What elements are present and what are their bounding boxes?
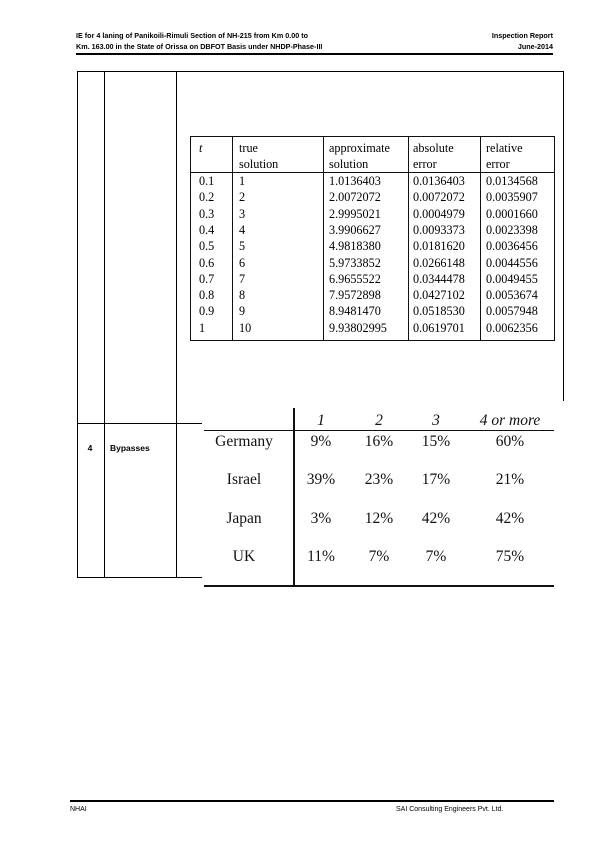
grid-line-left bbox=[77, 71, 78, 578]
households-table-header-cell: 1 bbox=[317, 412, 325, 429]
households-table-value: 60% bbox=[495, 433, 525, 450]
error-table-top-rule bbox=[190, 136, 555, 137]
error-table-cell: 3.9906627 bbox=[329, 222, 381, 237]
error-table-cell: 0.0001660 bbox=[486, 206, 538, 221]
error-table-cell: 0.0136403 bbox=[413, 174, 465, 188]
households-table-value: 12% bbox=[364, 510, 394, 527]
error-table-cell: 0.0023398 bbox=[486, 222, 538, 237]
error-table-cell: 0.0049455 bbox=[486, 271, 538, 286]
footer-consultant: SAI Consulting Engineers Pvt. Ltd. bbox=[396, 806, 504, 813]
row-label: Bypasses bbox=[110, 443, 150, 453]
grid-line-col1 bbox=[104, 71, 105, 578]
error-table-cell: 1 bbox=[199, 320, 206, 335]
error-table-vline bbox=[408, 136, 409, 341]
error-table-cell: 0.0036456 bbox=[486, 239, 538, 254]
error-table-cell: 0.0134568 bbox=[486, 174, 538, 188]
households-table-value: 7% bbox=[368, 548, 390, 565]
households-table-value: 42% bbox=[421, 510, 451, 527]
households-table-value: 16% bbox=[364, 433, 394, 450]
error-table-cell: 8 bbox=[239, 288, 246, 303]
error-table-header-line: t bbox=[199, 141, 203, 155]
error-table-header bbox=[199, 140, 202, 156]
households-table-value: 11% bbox=[307, 548, 335, 565]
error-table-cell: 0.0266148 bbox=[413, 255, 465, 270]
error-table-cell: 6.9655522 bbox=[329, 271, 381, 286]
error-table-vline bbox=[190, 136, 191, 341]
error-table-cell: 0.6 bbox=[199, 255, 215, 270]
error-table-cell: 2.0072072 bbox=[329, 190, 381, 205]
error-table-cell: 8.9481470 bbox=[329, 304, 381, 319]
error-table-header-line: relative bbox=[486, 141, 523, 155]
error-table-cell: 0.5 bbox=[199, 239, 215, 254]
error-table-header-line: error bbox=[413, 157, 437, 171]
error-table-bottom-rule bbox=[190, 340, 555, 341]
households-table-bottom-rule bbox=[204, 585, 554, 587]
grid-line-top bbox=[77, 71, 564, 72]
error-table-cell: 0.1 bbox=[199, 174, 215, 188]
header-rule bbox=[76, 53, 553, 55]
error-table-header-rule bbox=[190, 172, 555, 173]
error-table-vline bbox=[480, 136, 481, 341]
households-table-header-cell: 4 or more bbox=[479, 412, 541, 429]
error-table-cell: 0.0053674 bbox=[486, 288, 538, 303]
error-table-cell: 3 bbox=[239, 206, 246, 221]
error-table-cell: 1 bbox=[239, 174, 246, 188]
households-table-header-cell: 3 bbox=[432, 412, 440, 429]
error-table-cell: 4.9818380 bbox=[329, 239, 381, 254]
error-table-cell: 0.0062356 bbox=[486, 320, 538, 335]
error-table-cell: 10 bbox=[239, 320, 252, 335]
households-table-header-cell: 2 bbox=[375, 412, 383, 429]
households-table-value: 17% bbox=[421, 471, 451, 488]
header-title-line-1: IE for 4 laning of Panikoili-Rimuli Section of NH-215 from Km 0.00 to bbox=[76, 31, 309, 40]
header-report-info bbox=[492, 30, 553, 52]
error-table-cell: 0.0035907 bbox=[486, 190, 538, 205]
grid-line-bottom bbox=[77, 577, 202, 578]
error-table-cell: 0.7 bbox=[199, 271, 215, 286]
error-table-vline bbox=[554, 136, 555, 341]
error-table-header-line: solution bbox=[329, 157, 369, 171]
error-table-cell: 0.0518530 bbox=[413, 304, 465, 319]
households-table-value: 9% bbox=[310, 433, 332, 450]
grid-line-col2 bbox=[176, 71, 177, 578]
error-table-cell: 0.0619701 bbox=[413, 320, 465, 335]
grid-line-row-divider bbox=[77, 423, 202, 424]
households-table-value: 7% bbox=[425, 548, 447, 565]
error-table-cell: 2 bbox=[239, 190, 246, 205]
error-table-cell: 0.0093373 bbox=[413, 222, 465, 237]
households-table-country: Japan bbox=[226, 510, 262, 527]
households-table-value: 23% bbox=[364, 471, 394, 488]
header-report-name: Inspection Report bbox=[491, 31, 553, 40]
error-table-vline bbox=[232, 136, 233, 341]
error-table-cell: 0.0344478 bbox=[413, 271, 465, 286]
error-table-header-line: error bbox=[486, 157, 510, 171]
households-table-country: Germany bbox=[215, 433, 273, 450]
header-title-line-2: Km. 163.00 in the State of Orissa on DBFOT Basis under NHDP-Phase-III bbox=[76, 42, 323, 51]
households-table-country: UK bbox=[232, 548, 256, 565]
error-table-header-line: true bbox=[239, 141, 258, 155]
error-table-header bbox=[486, 140, 523, 172]
error-table-cell: 6 bbox=[239, 255, 246, 270]
error-table-header-line: approximate bbox=[329, 141, 390, 155]
error-table-header bbox=[413, 140, 454, 172]
households-table-value: 75% bbox=[495, 548, 525, 565]
error-table-cell: 5.9733852 bbox=[329, 255, 381, 270]
error-table-cell: 2.9995021 bbox=[329, 206, 381, 221]
error-table-header bbox=[239, 140, 278, 172]
error-table-cell: 0.0427102 bbox=[413, 288, 465, 303]
households-table bbox=[204, 408, 554, 590]
error-table-cell: 0.0072072 bbox=[413, 190, 465, 205]
error-table-header-line: absolute bbox=[413, 141, 454, 155]
error-table-vline bbox=[323, 136, 324, 341]
error-table-header bbox=[329, 140, 390, 172]
households-table-country: Israel bbox=[226, 471, 262, 488]
households-table-value: 3% bbox=[310, 510, 332, 527]
error-table bbox=[190, 136, 555, 341]
error-table-cell: 0.0057948 bbox=[486, 304, 538, 319]
header-project-title bbox=[76, 30, 322, 52]
households-table-value: 42% bbox=[495, 510, 525, 527]
row-number: 4 bbox=[87, 443, 93, 453]
error-table-cell: 0.3 bbox=[199, 206, 215, 221]
header-report-date: June-2014 bbox=[517, 42, 553, 51]
error-table-cell: 9 bbox=[239, 304, 246, 319]
error-table-cell: 0.8 bbox=[199, 288, 215, 303]
error-table-cell: 5 bbox=[239, 239, 246, 254]
households-table-header-rule bbox=[204, 430, 554, 431]
error-table-cell: 1.0136403 bbox=[329, 174, 381, 188]
error-table-cell: 7 bbox=[239, 271, 246, 286]
error-table-cell: 9.93802995 bbox=[329, 320, 387, 335]
error-table-cell: 0.2 bbox=[199, 190, 215, 205]
error-table-cell: 0.0181620 bbox=[413, 239, 465, 254]
error-table-cell: 0.9 bbox=[199, 304, 215, 319]
error-table-cell: 4 bbox=[239, 222, 246, 237]
households-table-value: 15% bbox=[421, 433, 451, 450]
error-table-cell: 0.4 bbox=[199, 222, 215, 237]
households-table-value: 39% bbox=[306, 471, 336, 488]
footer-organization: NHAI bbox=[70, 806, 87, 813]
error-table-cell: 0.0004979 bbox=[413, 206, 465, 221]
households-table-value: 21% bbox=[495, 471, 525, 488]
error-table-header-line: solution bbox=[239, 157, 279, 171]
error-table-cell: 0.0044556 bbox=[486, 255, 538, 270]
grid-line-right bbox=[563, 71, 564, 401]
error-table-cell: 7.9572898 bbox=[329, 288, 381, 303]
footer-rule bbox=[70, 800, 554, 802]
